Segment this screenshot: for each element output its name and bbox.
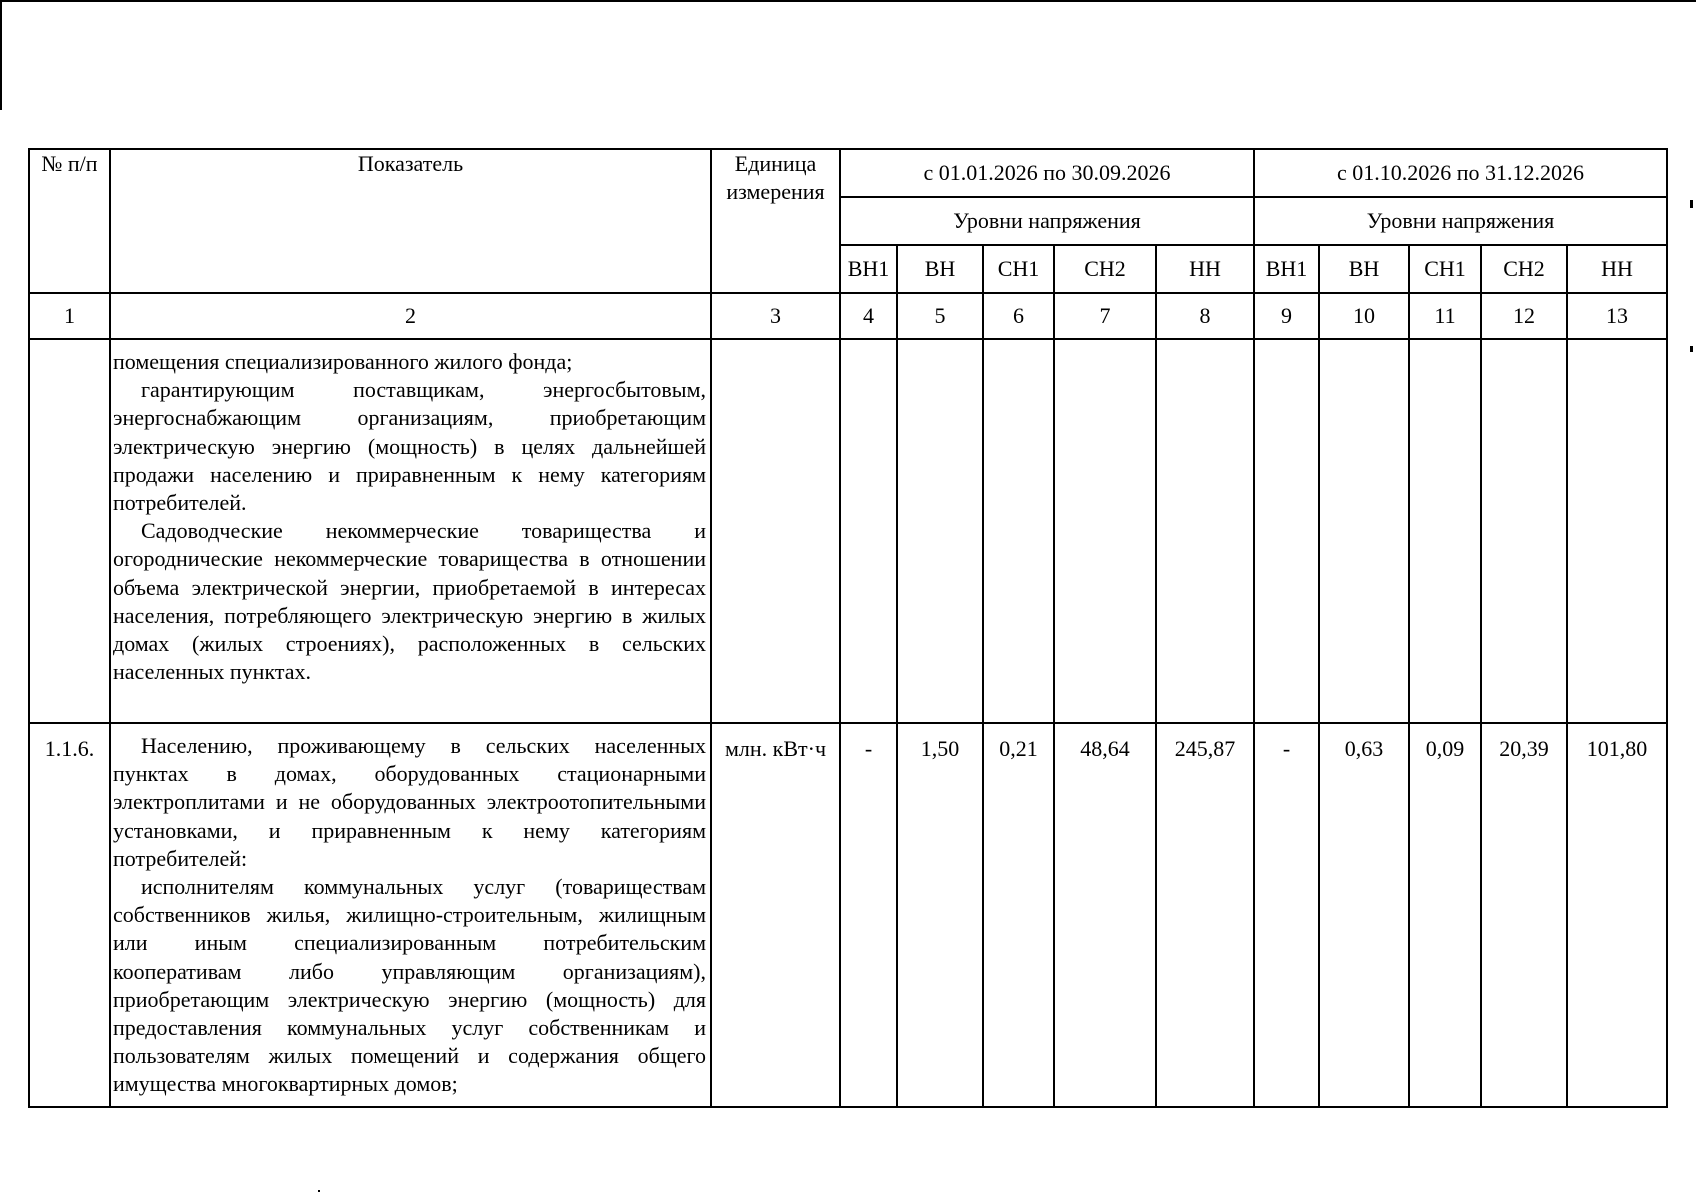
header-unit: Единица измерения (711, 149, 840, 293)
value-cell: 0,09 (1409, 723, 1481, 1107)
indicator-paragraph: Населению, проживающему в сельских населенных пунктах в домах, оборудованных стационарными электроплитами и не оборудованных электроотопительными установками, и приравненным к нему категориям потребителей: (113, 733, 706, 871)
column-number: 2 (110, 293, 711, 339)
column-number: 1 (29, 293, 110, 339)
header-level: СН1 (1409, 245, 1481, 293)
column-number: 7 (1054, 293, 1156, 339)
value-cell (1254, 339, 1319, 723)
header-voltage-levels-1: Уровни напряжения (840, 197, 1254, 245)
header-level: НН (1567, 245, 1667, 293)
value-cell: 1,50 (897, 723, 983, 1107)
unit-cell (711, 339, 840, 723)
column-number: 9 (1254, 293, 1319, 339)
column-number: 10 (1319, 293, 1409, 339)
unit-cell: млн. кВт·ч (711, 723, 840, 1107)
table-row (29, 723, 1667, 1107)
header-level: ВН1 (840, 245, 897, 293)
header-level: СН2 (1054, 245, 1156, 293)
value-cell (1156, 339, 1254, 723)
header-period-2: с 01.10.2026 по 31.12.2026 (1254, 149, 1667, 197)
scan-artifact (318, 1190, 320, 1192)
header-period-1: с 01.01.2026 по 30.09.2026 (840, 149, 1254, 197)
column-number: 11 (1409, 293, 1481, 339)
value-cell (1319, 339, 1409, 723)
header-level: ВН1 (1254, 245, 1319, 293)
indicator-paragraph: исполнителям коммунальных услуг (товариществам собственников жилья, жилищно-строительным, жилищным или иным специализированным потребительским кооперативам либо управляющим организациям), приобретающим электрическую энергию (мощность) для предоставления коммунальных услуг собственникам и пользователям жилых помещений и содержания общего имущества многоквартирных домов; (113, 874, 706, 1097)
column-number: 5 (897, 293, 983, 339)
scan-border-top (0, 0, 1696, 2)
value-cell (983, 339, 1054, 723)
header-row-number: № п/п (29, 149, 110, 293)
row-number: 1.1.6. (29, 723, 110, 1107)
scan-border-left (0, 0, 2, 110)
header-indicator: Показатель (110, 149, 711, 293)
value-cell (1054, 339, 1156, 723)
header-level: ВН (1319, 245, 1409, 293)
scan-artifact (1690, 346, 1693, 352)
tariff-volume-table (28, 148, 1668, 1108)
header-level: СН2 (1481, 245, 1567, 293)
column-number: 8 (1156, 293, 1254, 339)
value-cell: 101,80 (1567, 723, 1667, 1107)
column-number: 12 (1481, 293, 1567, 339)
table-row (29, 339, 1667, 723)
value-cell (1409, 339, 1481, 723)
column-number: 13 (1567, 293, 1667, 339)
row-number (29, 339, 110, 723)
indicator-text (110, 339, 711, 723)
indicator-paragraph: помещения специализированного жилого фонда; (113, 349, 573, 374)
value-cell (897, 339, 983, 723)
value-cell: 0,21 (983, 723, 1054, 1107)
value-cell: - (1254, 723, 1319, 1107)
scan-artifact (1690, 200, 1693, 208)
value-cell: 48,64 (1054, 723, 1156, 1107)
column-number: 6 (983, 293, 1054, 339)
value-cell (1481, 339, 1567, 723)
indicator-paragraph: гарантирующим поставщикам, энергосбытовым, энергоснабжающим организациям, приобретающим электрическую энергию (мощность) в целях дальнейшей продажи населению и приравненным к нему категориям потребителей. (113, 377, 706, 516)
value-cell: 245,87 (1156, 723, 1254, 1107)
header-level: НН (1156, 245, 1254, 293)
value-cell: - (840, 723, 897, 1107)
value-cell (1567, 339, 1667, 723)
column-number: 3 (711, 293, 840, 339)
indicator-paragraph: Садоводческие некоммерческие товарищества и огороднические некоммерческие товарищества в отношении объема электрической энергии, приобретаемой в интересах населения, потребляющего электрическую энергию в жилых домах (жилых строениях), расположенных в сельских населенных пунктах. (113, 518, 706, 685)
indicator-text (110, 723, 711, 1107)
column-number: 4 (840, 293, 897, 339)
header-voltage-levels-2: Уровни напряжения (1254, 197, 1667, 245)
value-cell (840, 339, 897, 723)
value-cell: 0,63 (1319, 723, 1409, 1107)
value-cell: 20,39 (1481, 723, 1567, 1107)
header-level: ВН (897, 245, 983, 293)
header-level: СН1 (983, 245, 1054, 293)
